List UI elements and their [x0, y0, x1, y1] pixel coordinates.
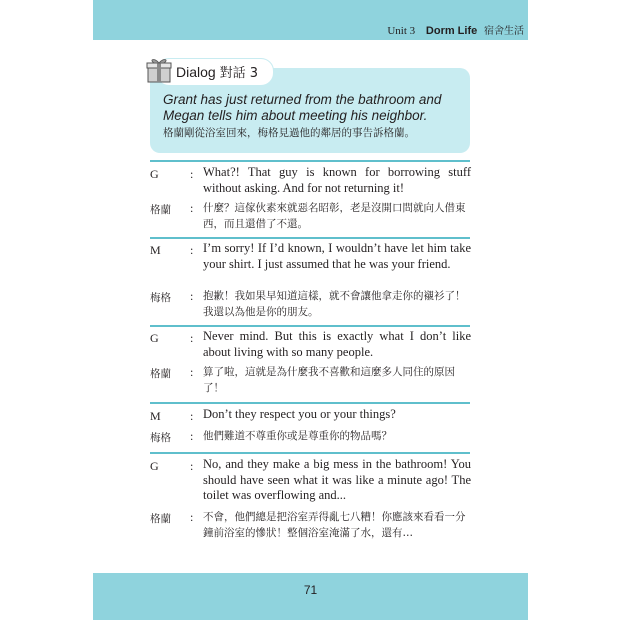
dialog-line-en: What?! That guy is known for borrowing stuff without asking. And for not returning it! [203, 165, 471, 195]
gift-icon [146, 56, 172, 84]
dialog-line-en: No, and they make a big mess in the bathroom! You should have seen what it was like a minute ago! The toilet was overflowing and... [203, 457, 471, 502]
dialog-line-en: Don’t they respect you or your things? [203, 407, 396, 421]
speaker-initial: G [150, 459, 159, 473]
speaker-name-zh: 梅格 [150, 292, 171, 304]
dialog-line-en: Never mind. But this is exactly what I don’t like about living with so many people. [203, 329, 471, 359]
dialog-intro-zh: 格蘭剛從浴室回來，梅格見過他的鄰居的事告訴格蘭。 [163, 127, 415, 139]
speaker-initial: M [150, 409, 161, 423]
line-divider [150, 325, 470, 327]
unit-header [387, 22, 524, 37]
speaker-colon: : [190, 331, 194, 345]
speaker-colon: : [190, 365, 194, 379]
speaker-colon: : [190, 243, 194, 257]
dialog-line-zh: 算了啦，這就是為什麼我不喜歡和這麼多人同住的原因了！ [203, 366, 455, 394]
unit-title-zh: 宿舍生活 [484, 26, 524, 37]
speaker-name-zh: 梅格 [150, 432, 171, 444]
line-divider [150, 402, 470, 404]
speaker-colon: : [190, 289, 194, 303]
dialog-label-en: Dialog [176, 64, 216, 80]
line-divider [150, 160, 470, 162]
speaker-initial: G [150, 167, 159, 181]
line-divider [150, 237, 470, 239]
header-band [93, 0, 528, 40]
dialog-intro-en: Grant has just returned from the bathroom and Megan tells him about meeting his neighbor. [163, 92, 442, 123]
page-number: 71 [303, 583, 318, 597]
dialog-label-zh: 對話 3 [219, 66, 258, 81]
line-divider [150, 452, 470, 454]
dialog-line-zh: 抱歉！我如果早知道這樣，就不會讓他拿走你的襯衫了！我還以為他是你的朋友。 [203, 290, 466, 318]
footer-band [93, 573, 528, 620]
speaker-initial: M [150, 243, 161, 257]
speaker-name-zh: 格蘭 [150, 368, 171, 380]
speaker-colon: : [190, 167, 194, 181]
speaker-name-zh: 格蘭 [150, 204, 171, 216]
speaker-colon: : [190, 429, 194, 443]
dialog-line-zh: 什麼？這傢伙素來就惡名昭彰，老是沒開口問就向人借東西，而且還借了不還。 [203, 202, 466, 230]
speaker-initial: G [150, 331, 159, 345]
speaker-colon: : [190, 409, 194, 423]
speaker-colon: : [190, 510, 194, 524]
dialog-line-zh: 他們難道不尊重你或是尊重你的物品嗎？ [203, 430, 392, 442]
speaker-colon: : [190, 459, 194, 473]
dialog-line-zh: 不會，他們總是把浴室弄得亂七八糟！你應該來看看一分鐘前浴室的慘狀！整個浴室淹滿了水，還有… [203, 511, 466, 539]
speaker-name-zh: 格蘭 [150, 513, 171, 525]
unit-title: Dorm Life [425, 25, 478, 37]
speaker-colon: : [190, 201, 194, 215]
dialog-title [176, 62, 258, 81]
unit-number: Unit 3 [387, 25, 416, 37]
dialog-line-en: I’m sorry! If I’d known, I wouldn’t have let him take your shirt. I just assumed that he was your friend. [203, 241, 471, 271]
